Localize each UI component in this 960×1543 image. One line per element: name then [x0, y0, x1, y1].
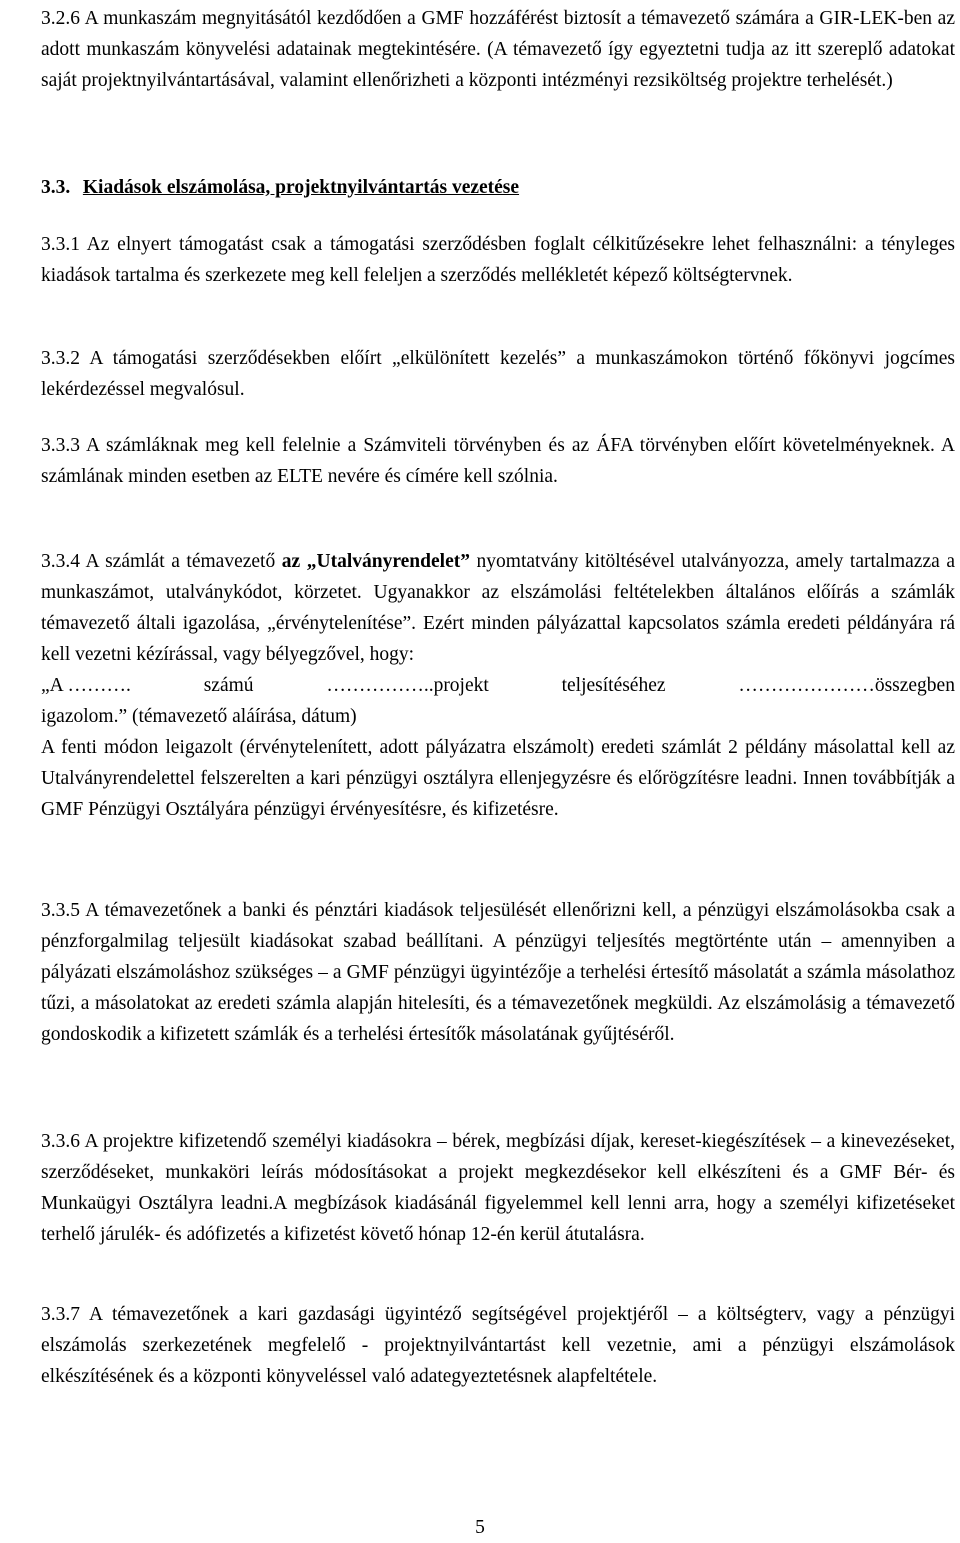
page-number: 5: [475, 1517, 485, 1538]
paragraph-3-3-5: 3.3.5 A témavezetőnek a banki és pénztári kiadások teljesülését ellenőrizni kell, a pénzügyi elszámolásokba csak a pénzforgalmilag teljesült kiadásokat szabad beállítani. A pénzügyi teljesítés megtörténte után – amennyiben a pályázati elszámoláshoz szükséges – a GMF pénzügyi ügyintézője a terhelési értesítő másolatát a számla másolathoz tűzi, a másolatokat az eredeti számla alapján hitelesíti, és a témavezetőnek megküldi. Az elszámolásig a témavezető gondoskodik a kifizetett számlák és a terhelési értesítők másolatának gyűjtéséről.: [41, 900, 955, 1045]
utalvanyrendelet-emphasis: az „Utalványrendelet”: [281, 551, 470, 572]
certification-template-line: [41, 670, 955, 701]
template-part: teljesítéséhez: [561, 675, 666, 696]
paragraph-3-3-2: 3.3.2 A támogatási szerződésekben előírt „elkülönített kezelés” a munkaszámokon történő főkönyvi jogcímes lekérdezéssel megvalósul.: [41, 348, 955, 400]
paragraph-3-2-6: 3.2.6 A munkaszám megnyitásától kezdődően a GMF hozzáférést biztosít a témavezető számára a GIR-LEK-ben az adott munkaszám könyvelési adatainak megtekintésére. (A témavezető így egyeztetni tudja az itt szereplő adatokat saját projektnyilvántartásával, valamint ellenőrizheti a központi intézményi rezsiköltség projektre terhelését.): [41, 8, 955, 91]
paragraph-3-3-4-intro: 3.3.4 A számlát a témavezető: [41, 551, 282, 572]
paragraph-3-3-4: [41, 546, 955, 825]
template-part: számú: [203, 675, 254, 696]
template-part: ……………..projekt: [326, 675, 489, 696]
paragraph-3-3-4-body: nyomtatvány kitöltésével utalványozza, amely tartalmazza a munkaszámot, utalványkódot, körzetet. Ugyanakkor az elszámolási feltételekben általános előírás a számlák témavezető általi igazolása, „érvénytelenítése”. Ezért minden pályázattal kapcsolatos számla eredeti példányára rá kell vezetni kézírással, vagy bélyegzővel, hogy:: [41, 551, 955, 665]
paragraph-3-3-1: 3.3.1 Az elnyert támogatást csak a támogatási szerződésben foglalt célkitűzésekre lehet felhasználni: a tényleges kiadások tartalma és szerkezete meg kell feleljen a szerződés mellékletét képező költségtervnek.: [41, 234, 955, 286]
certification-signature-line: igazolom.” (témavezető aláírása, dátum): [41, 706, 357, 727]
section-heading: [41, 172, 519, 203]
paragraph-3-3-6: 3.3.6 A projektre kifizetendő személyi kiadásokra – bérek, megbízási díjak, kereset-kiegészítések – a kinevezéseket, szerződéseket, munkaköri leírás módosításokat a projekt megkezdésekor kell elkészíteni és a GMF Bér- és Munkaügyi Osztályra leadni.A megbízások kiadásánál figyelemmel kell lenni arra, hogy a személyi kifizetéseket terhelő járulék- és adófizetés a kifizetést követő hónap 12-én kerül átutalásra.: [41, 1131, 955, 1245]
paragraph-3-3-4-closing: A fenti módon leigazolt (érvénytelenített, adott pályázatra elszámolt) eredeti számlát 2 példány másolattal kell az Utalványrendelettel felszerelten a kari pénzügyi osztályra ellenjegyzésre és előrögzítésre leadni. Innen továbbítják a GMF Pénzügyi Osztályára pénzügyi érvényesítésre, és kifizetésre.: [41, 737, 955, 820]
template-part: …………………összegben: [738, 675, 955, 696]
section-number: 3.3.: [41, 177, 71, 198]
paragraph-3-3-3: 3.3.3 A számláknak meg kell felelnie a Számviteli törvényben és az ÁFA törvényben előírt követelményeknek. A számlának minden esetben az ELTE nevére és címére kell szólnia.: [41, 435, 955, 487]
section-title: Kiadások elszámolása, projektnyilvántartás vezetése: [82, 177, 520, 198]
template-part: „A ……….: [41, 675, 131, 696]
paragraph-3-3-7: 3.3.7 A témavezetőnek a kari gazdasági ügyintéző segítségével projektjéről – a költségterv, vagy a pénzügyi elszámolás szerkezetének megfelelő - projektnyilvántartást kell vezetnie, ami a pénzügyi elszámolások elkészítésének és a központi könyveléssel való adategyeztetésnek alapfeltétele.: [41, 1304, 955, 1387]
